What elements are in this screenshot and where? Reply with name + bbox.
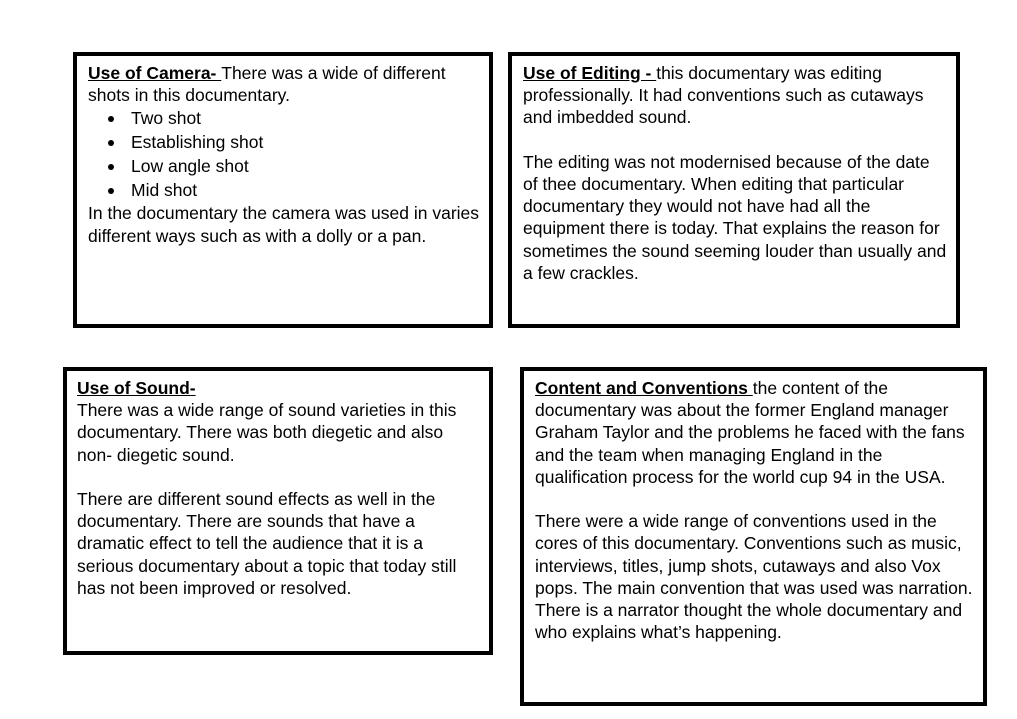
sound-para-2: There are different sound effects as well in the documentary. There are sounds that have a dramatic effect to tell the audience that it is a serious documentary about a topic that today still has not been improved or resolved. <box>77 489 457 598</box>
bullet-icon <box>108 116 114 122</box>
editing-para-2: The editing was not modernised because of the date of thee documentary. When editing that particular documentary they would not have had all the equipment there is today. That explains the reason for sometimes the sound seeming louder than usually and a few crackles. <box>523 151 947 283</box>
bullet-icon <box>108 140 114 146</box>
camera-body: In the documentary the camera was used in varies different ways such as with a dolly or a pan. <box>88 203 480 246</box>
sound-para-1: There was a wide range of sound varieties in this documentary. There was both diegetic and also non- diegetic sound. <box>77 400 457 465</box>
editing-box <box>508 52 960 328</box>
shot-list <box>88 106 481 202</box>
editing-para-1 <box>523 62 948 129</box>
content-para-1 <box>535 377 975 488</box>
editing-para-1-text: this documentary was editing professionally. It had conventions such as cutaways and imbedded sound. <box>523 63 924 128</box>
sound-heading: Use of Sound- <box>77 378 196 398</box>
sound-heading-line <box>77 377 481 399</box>
camera-intro-text: There was a wide of different shots in this documentary. <box>88 63 446 106</box>
camera-intro <box>88 62 481 106</box>
camera-heading: Use of Camera- <box>88 63 222 83</box>
content-box <box>520 367 987 706</box>
camera-box <box>73 52 493 328</box>
list-item: Mid shot <box>88 178 481 202</box>
sound-box <box>63 367 493 655</box>
content-heading: Content and Conventions <box>535 378 753 398</box>
bullet-icon <box>108 164 114 170</box>
list-item: Establishing shot <box>88 130 481 154</box>
list-item: Low angle shot <box>88 154 481 178</box>
content-para-2: There were a wide range of conventions used in the cores of this documentary. Conventions such as music, interviews, titles, jump shots, cutaways and also Vox pops. The main convention that was used was narration. There is a narrator thought the whole documentary and who explains what’s happening. <box>535 511 973 643</box>
bullet-icon <box>108 188 114 194</box>
list-item: Two shot <box>88 106 481 130</box>
editing-heading: Use of Editing - <box>523 63 657 83</box>
content-para-1-text: the content of the documentary was about the former England manager Graham Taylor and the problems he faced with the fans and the team when managing England in the qualification process for the world cup 94 in the USA. <box>535 378 965 487</box>
